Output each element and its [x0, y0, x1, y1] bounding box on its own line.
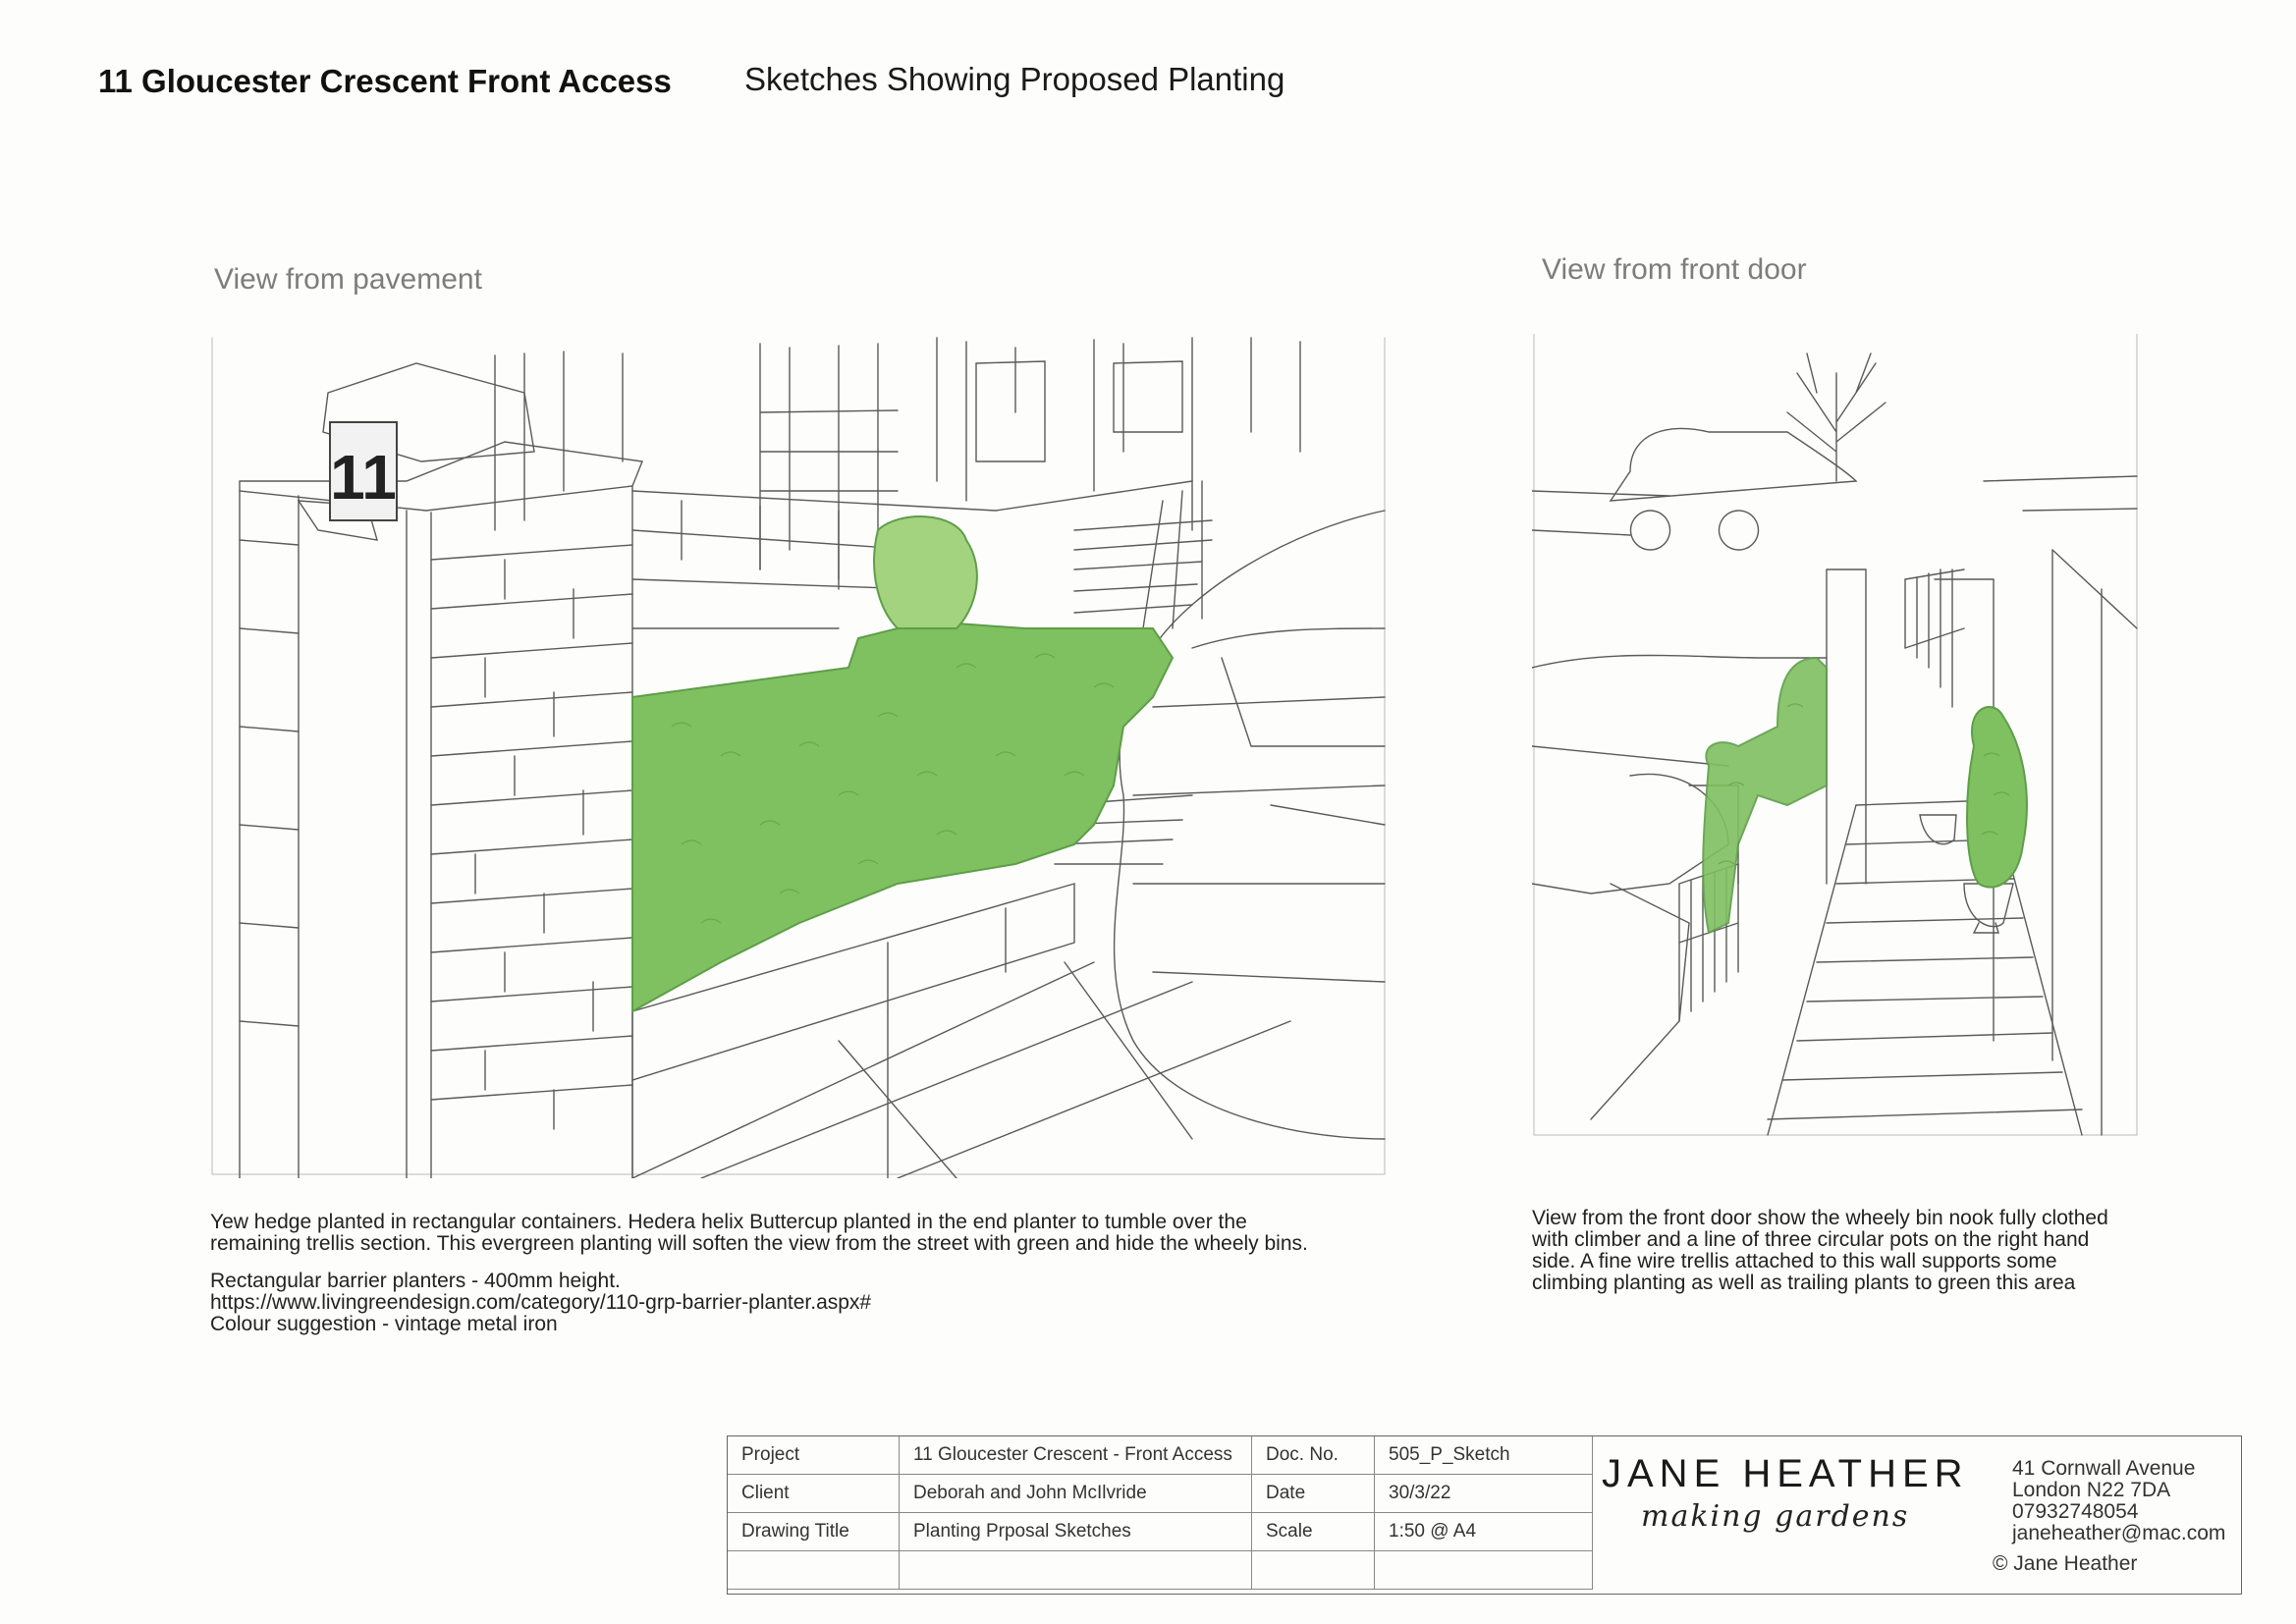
title-block-table [728, 1436, 1593, 1590]
right-caption [1532, 1208, 2239, 1294]
email-address: janeheather@mac.com [2012, 1522, 2226, 1544]
title-block [727, 1435, 2242, 1595]
page-subtitle: Sketches Showing Proposed Planting [744, 61, 1285, 97]
value-cell: Deborah and John McIlvride [900, 1475, 1252, 1513]
table-row [728, 1513, 1593, 1551]
spec-line: Rectangular barrier planters - 400mm height. [210, 1270, 621, 1292]
house-number: 11 [330, 442, 397, 513]
value-cell: 30/3/22 [1375, 1475, 1593, 1513]
left-caption-line: remaining trellis section. This evergreen planting will soften the view from the street with green and hide the wheely bins. [210, 1232, 1308, 1255]
table-row [728, 1475, 1593, 1513]
left-caption [210, 1212, 1408, 1255]
copyright: © Jane Heather [1993, 1552, 2138, 1575]
value-cell: 505_P_Sketch [1375, 1436, 1593, 1475]
left-view-label: View from pavement [214, 263, 482, 296]
right-caption-line: climbing planting as well as trailing plants to green this area [1532, 1272, 2076, 1294]
right-caption-line: View from the front door show the wheely bin nook fully clothed [1532, 1207, 2108, 1229]
label-cell: Client [728, 1475, 900, 1513]
front-door-sketch [1532, 334, 2141, 1139]
right-caption-line: with climber and a line of three circular pots on the right hand [1532, 1228, 2090, 1251]
label-cell: Doc. No. [1252, 1436, 1375, 1475]
planter-link[interactable]: https://www.livingreendesign.com/category/110-grp-barrier-planter.aspx# [210, 1291, 872, 1314]
value-cell: 1:50 @ A4 [1375, 1513, 1593, 1551]
right-view-label: View from front door [1542, 253, 1807, 286]
address-line: 41 Cornwall Avenue [2012, 1457, 2196, 1480]
label-cell: Project [728, 1436, 900, 1475]
contact-address [2012, 1458, 2225, 1544]
phone-number: 07932748054 [2012, 1500, 2139, 1523]
right-caption-line: side. A fine wire trellis attached to this wall supports some [1532, 1250, 2057, 1272]
label-cell: Drawing Title [728, 1513, 900, 1551]
table-row [728, 1436, 1593, 1475]
spec-line: Colour suggestion - vintage metal iron [210, 1313, 558, 1335]
planter-spec [210, 1271, 1408, 1335]
brand-logo: JANE HEATHER [1602, 1452, 1969, 1495]
address-line: London N22 7DA [2012, 1479, 2171, 1501]
value-cell: Planting Prposal Sketches [900, 1513, 1252, 1551]
label-cell: Scale [1252, 1513, 1375, 1551]
left-caption-line: Yew hedge planted in rectangular containers. Hedera helix Buttercup planted in the end planter to tumble over the [210, 1211, 1247, 1233]
pavement-sketch [210, 334, 1389, 1178]
value-cell: 11 Gloucester Crescent - Front Access [900, 1436, 1252, 1475]
page-title: 11 Gloucester Crescent Front Access [98, 63, 672, 99]
label-cell: Date [1252, 1475, 1375, 1513]
brand-tagline: making gardens [1641, 1499, 1910, 1534]
table-row [728, 1551, 1593, 1590]
